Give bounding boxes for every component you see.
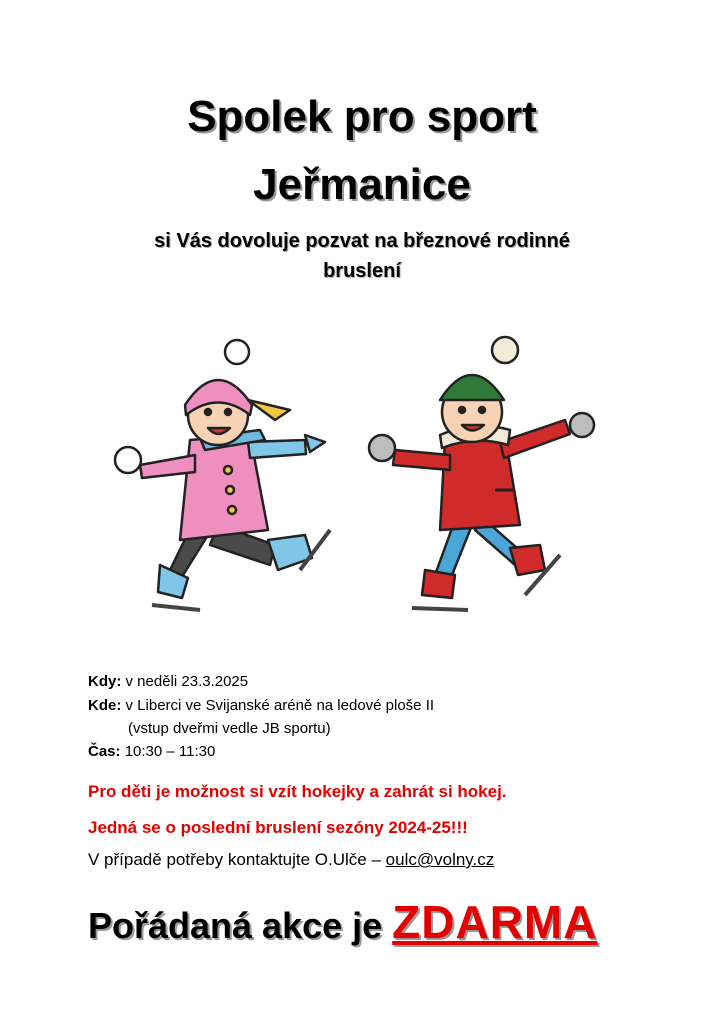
- when-row: [88, 672, 248, 692]
- skating-kids-illustration: [100, 330, 620, 630]
- contact-text: V případě potřeby kontaktujte O.Ulče –: [88, 850, 386, 869]
- where-label: Kde:: [88, 697, 122, 714]
- contact-line: [88, 850, 494, 870]
- when-value: v neděli 23.3.2025: [125, 673, 249, 690]
- free-event-text: Pořádaná akce je: [88, 905, 393, 946]
- when-label: Kdy:: [88, 673, 122, 690]
- time-value: 10:30 – 11:30: [124, 743, 216, 760]
- last-session-notice: Jedná se o poslední bruslení sezóny 2024-25!!!: [88, 818, 468, 837]
- where-note: (vstup dveřmi vedle JB sportu): [128, 720, 331, 737]
- free-badge: ZDARMA: [392, 896, 598, 948]
- time-label: Čas:: [88, 743, 121, 760]
- boy-skater-illustration: [369, 337, 594, 610]
- where-row: [88, 696, 434, 716]
- subtitle-line-1: si Vás dovoluje pozvat na březnové rodinné: [154, 230, 570, 252]
- title-line-1: Spolek pro sport: [187, 92, 537, 141]
- contact-email-link[interactable]: oulc@volny.cz: [385, 850, 495, 869]
- free-event-line: [88, 895, 597, 949]
- time-row: [88, 742, 215, 762]
- where-value: v Liberci ve Svijanské aréně na ledové ploše II: [125, 697, 435, 714]
- hockey-notice: Pro děti je možnost si vzít hokejky a zahrát si hokej.: [88, 782, 507, 801]
- title-line-2: Jeřmanice: [253, 160, 471, 209]
- subtitle-line-2: bruslení: [323, 260, 401, 282]
- girl-skater-illustration: [115, 340, 330, 610]
